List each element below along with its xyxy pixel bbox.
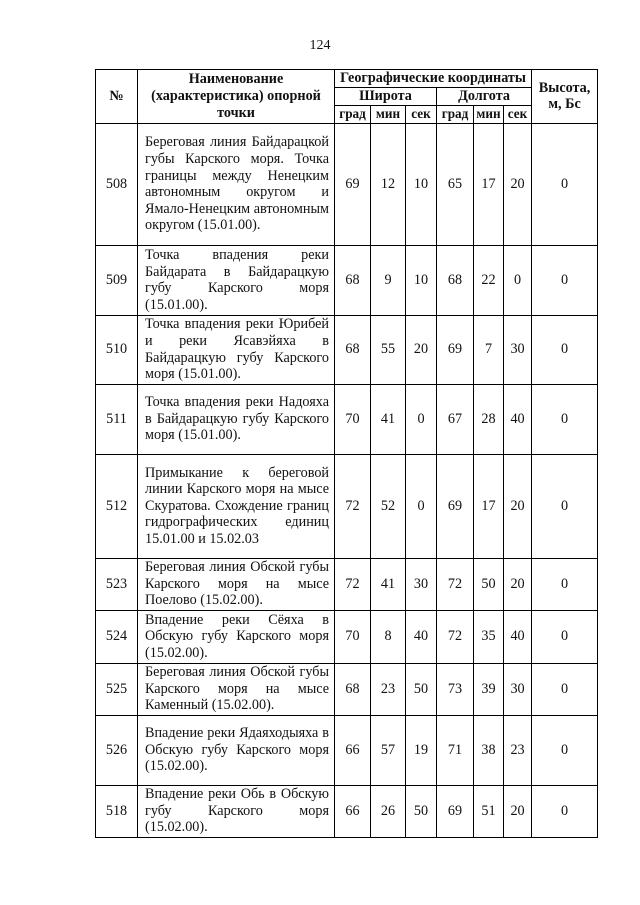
header-lat: Широта (335, 88, 437, 106)
table-row (96, 610, 598, 663)
lat-sec: 0 (406, 454, 437, 558)
row-number: 510 (96, 315, 138, 384)
height-value: 0 (532, 610, 598, 663)
lon-min: 22 (474, 245, 504, 315)
lon-sec: 30 (504, 663, 532, 715)
lon-deg: 73 (437, 663, 474, 715)
row-number: 525 (96, 663, 138, 715)
table-row (96, 785, 598, 837)
height-value: 0 (532, 245, 598, 315)
height-value: 0 (532, 315, 598, 384)
header-coords: Географические координаты (335, 70, 532, 88)
lon-deg: 69 (437, 315, 474, 384)
row-number: 524 (96, 610, 138, 663)
lon-sec: 20 (504, 123, 532, 245)
table-row (96, 245, 598, 315)
header-lat-deg: град (335, 106, 371, 124)
lon-deg: 65 (437, 123, 474, 245)
lat-sec: 40 (406, 610, 437, 663)
lat-sec: 50 (406, 785, 437, 837)
header-name: Наименование (характеристика) опорной точки (138, 70, 335, 124)
height-value: 0 (532, 715, 598, 785)
lat-deg: 72 (335, 558, 371, 610)
height-value: 0 (532, 785, 598, 837)
lon-sec: 20 (504, 454, 532, 558)
row-number: 511 (96, 384, 138, 454)
header-height: Высота, м, Бс (532, 70, 598, 124)
lon-sec: 0 (504, 245, 532, 315)
lon-deg: 68 (437, 245, 474, 315)
table-row (96, 384, 598, 454)
row-description: Береговая линия Байдарацкой губы Карского моря. Точка границы между Ненецким автономным округом и Ямало-Ненецким автономным округом (15.01.00). (138, 123, 335, 245)
lat-min: 26 (371, 785, 406, 837)
lon-min: 39 (474, 663, 504, 715)
lon-min: 7 (474, 315, 504, 384)
row-number: 512 (96, 454, 138, 558)
height-value: 0 (532, 123, 598, 245)
page-number: 124 (309, 38, 331, 53)
row-description: Примыкание к береговой линии Карского моря на мысе Скуратова. Схождение границ гидрографических единиц 15.01.00 и 15.02.03 (138, 454, 335, 558)
lat-sec: 50 (406, 663, 437, 715)
lon-deg: 67 (437, 384, 474, 454)
row-number: 526 (96, 715, 138, 785)
lat-sec: 0 (406, 384, 437, 454)
table-row (96, 558, 598, 610)
lat-deg: 70 (335, 384, 371, 454)
lat-deg: 68 (335, 663, 371, 715)
row-number: 523 (96, 558, 138, 610)
header-lon-sec: сек (504, 106, 532, 124)
lon-sec: 20 (504, 785, 532, 837)
height-value: 0 (532, 454, 598, 558)
row-number: 508 (96, 123, 138, 245)
reference-points-table (95, 69, 598, 838)
row-number: 518 (96, 785, 138, 837)
lat-deg: 68 (335, 315, 371, 384)
lon-deg: 72 (437, 610, 474, 663)
lat-sec: 20 (406, 315, 437, 384)
lon-deg: 69 (437, 454, 474, 558)
table-row (96, 715, 598, 785)
header-lon: Долгота (437, 88, 532, 106)
lon-deg: 71 (437, 715, 474, 785)
lon-deg: 72 (437, 558, 474, 610)
lat-min: 57 (371, 715, 406, 785)
table-row (96, 663, 598, 715)
lat-deg: 66 (335, 785, 371, 837)
lat-min: 55 (371, 315, 406, 384)
lat-sec: 19 (406, 715, 437, 785)
height-value: 0 (532, 384, 598, 454)
lon-min: 50 (474, 558, 504, 610)
height-value: 0 (532, 663, 598, 715)
row-description: Точка впадения реки Надояха в Байдарацкую губу Карского моря (15.01.00). (138, 384, 335, 454)
lon-min: 38 (474, 715, 504, 785)
lat-min: 41 (371, 558, 406, 610)
header-lat-min: мин (371, 106, 406, 124)
header-lon-deg: град (437, 106, 474, 124)
row-description: Впадение реки Сёяха в Обскую губу Карского моря (15.02.00). (138, 610, 335, 663)
table-row (96, 454, 598, 558)
lat-min: 23 (371, 663, 406, 715)
lon-sec: 40 (504, 384, 532, 454)
lat-deg: 69 (335, 123, 371, 245)
row-description: Береговая линия Обской губы Карского моря на мысе Каменный (15.02.00). (138, 663, 335, 715)
lon-min: 17 (474, 454, 504, 558)
lat-sec: 10 (406, 245, 437, 315)
lat-sec: 10 (406, 123, 437, 245)
header-lon-min: мин (474, 106, 504, 124)
lat-min: 12 (371, 123, 406, 245)
lat-deg: 72 (335, 454, 371, 558)
table-row (96, 315, 598, 384)
lon-sec: 30 (504, 315, 532, 384)
lat-deg: 70 (335, 610, 371, 663)
row-description: Точка впадения реки Юрибей и реки Ясавэйяха в Байдарацкую губу Карского моря (15.01.00). (138, 315, 335, 384)
row-description: Впадение реки Обь в Обскую губу Карского моря (15.02.00). (138, 785, 335, 837)
row-description: Береговая линия Обской губы Карского моря на мысе Поелово (15.02.00). (138, 558, 335, 610)
lat-min: 41 (371, 384, 406, 454)
row-number: 509 (96, 245, 138, 315)
lat-min: 52 (371, 454, 406, 558)
height-value: 0 (532, 558, 598, 610)
header-num: № (96, 70, 138, 124)
lat-deg: 68 (335, 245, 371, 315)
lon-min: 17 (474, 123, 504, 245)
lat-deg: 66 (335, 715, 371, 785)
lon-min: 51 (474, 785, 504, 837)
lat-min: 8 (371, 610, 406, 663)
lon-min: 28 (474, 384, 504, 454)
lon-deg: 69 (437, 785, 474, 837)
table-row (96, 123, 598, 245)
lon-sec: 23 (504, 715, 532, 785)
lon-sec: 20 (504, 558, 532, 610)
row-description: Точка впадения реки Байдарата в Байдарацкую губу Карского моря (15.01.00). (138, 245, 335, 315)
header-lat-sec: сек (406, 106, 437, 124)
lat-sec: 30 (406, 558, 437, 610)
row-description: Впадение реки Ядаяходыяха в Обскую губу Карского моря (15.02.00). (138, 715, 335, 785)
lon-min: 35 (474, 610, 504, 663)
lon-sec: 40 (504, 610, 532, 663)
lat-min: 9 (371, 245, 406, 315)
